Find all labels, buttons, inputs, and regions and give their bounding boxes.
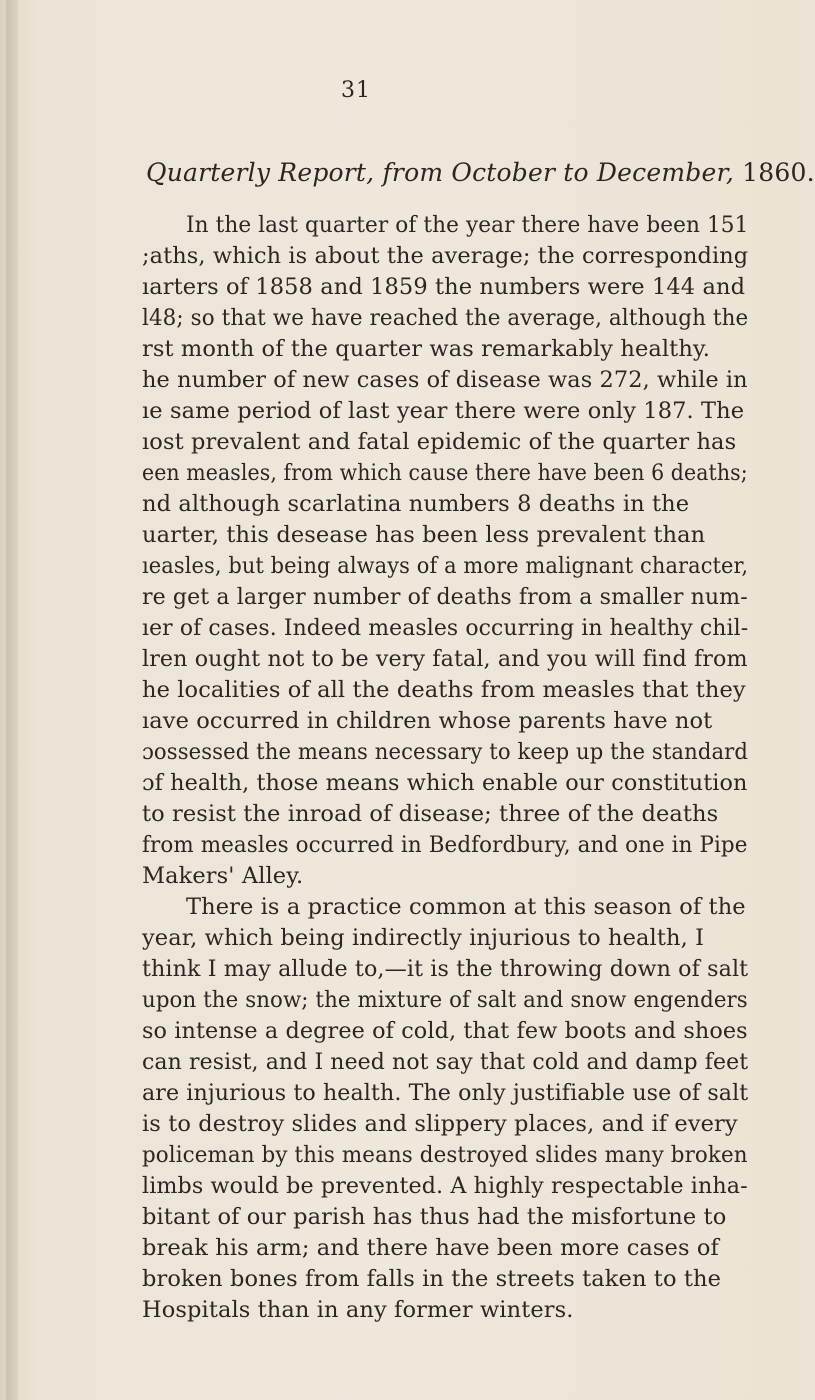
text-line: Hospitals than in any former winters. <box>142 1297 574 1323</box>
text-line: rst month of the quarter was remarkably healthy. <box>142 336 710 362</box>
text-line: so intense a degree of cold, that few boots and shoes <box>142 1018 748 1044</box>
text-line: ɔossessed the means necessary to keep up the standard <box>142 739 748 765</box>
text-line: ɔf health, those means which enable our constitution <box>142 770 748 796</box>
text-line: is to destroy slides and slippery places, and if every <box>142 1111 738 1137</box>
text-line: year, which being indirectly injurious to health, I <box>142 925 705 951</box>
section-heading-year: 1860. <box>742 158 815 187</box>
text-line: he localities of all the deaths from measles that they <box>142 677 746 703</box>
text-line: ıe same period of last year there were only 187. The <box>142 398 745 424</box>
text-line: he number of new cases of disease was 272, while in <box>142 367 748 393</box>
text-line: from measles occurred in Bedfordbury, and one in Pipe <box>142 832 748 858</box>
page-number: 31 <box>341 78 371 103</box>
text-line: In the last quarter of the year there have been 151 <box>186 212 749 238</box>
text-line: ;aths, which is about the average; the corresponding <box>142 243 749 269</box>
text-line: broken bones from falls in the streets taken to the <box>142 1266 721 1292</box>
text-line: ıost prevalent and fatal epidemic of the quarter has <box>142 429 737 455</box>
text-line: ıer of cases. Indeed measles occurring in healthy chil- <box>142 615 749 641</box>
text-line: l48; so that we have reached the average, although the <box>142 305 749 331</box>
text-line: nd although scarlatina numbers 8 deaths in the <box>142 491 690 517</box>
text-line: Makers' Alley. <box>142 863 304 889</box>
section-heading-title: Quarterly Report, from October to December, <box>146 158 735 187</box>
text-line: ıarters of 1858 and 1859 the numbers were 144 and <box>142 274 746 300</box>
section-heading <box>146 158 815 187</box>
text-line: policeman by this means destroyed slides many broken <box>142 1142 748 1168</box>
text-line: ıeasles, but being always of a more malignant character, <box>142 553 749 579</box>
text-line: can resist, and I need not say that cold and damp feet <box>142 1049 749 1075</box>
text-line: are injurious to health. The only justifiable use of salt <box>142 1080 749 1106</box>
text-line: think I may allude to,—it is the throwing down of salt <box>142 956 749 982</box>
text-line: to resist the inroad of disease; three of the deaths <box>142 801 719 827</box>
text-line: een measles, from which cause there have been 6 deaths; <box>142 460 748 486</box>
text-line: bitant of our parish has thus had the misfortune to <box>142 1204 727 1230</box>
text-line: ıave occurred in children whose parents have not <box>142 708 713 734</box>
text-line: re get a larger number of deaths from a smaller num- <box>142 584 748 610</box>
text-line: break his arm; and there have been more cases of <box>142 1235 719 1261</box>
text-line: There is a practice common at this season of the <box>186 894 746 920</box>
text-line: limbs would be prevented. A highly respectable inha- <box>142 1173 748 1199</box>
page-binding-edge <box>6 0 18 1400</box>
text-line: uarter, this desease has been less prevalent than <box>142 522 706 548</box>
text-line: upon the snow; the mixture of salt and snow engenders <box>142 987 748 1013</box>
text-line: lren ought not to be very fatal, and you will find from <box>142 646 748 672</box>
